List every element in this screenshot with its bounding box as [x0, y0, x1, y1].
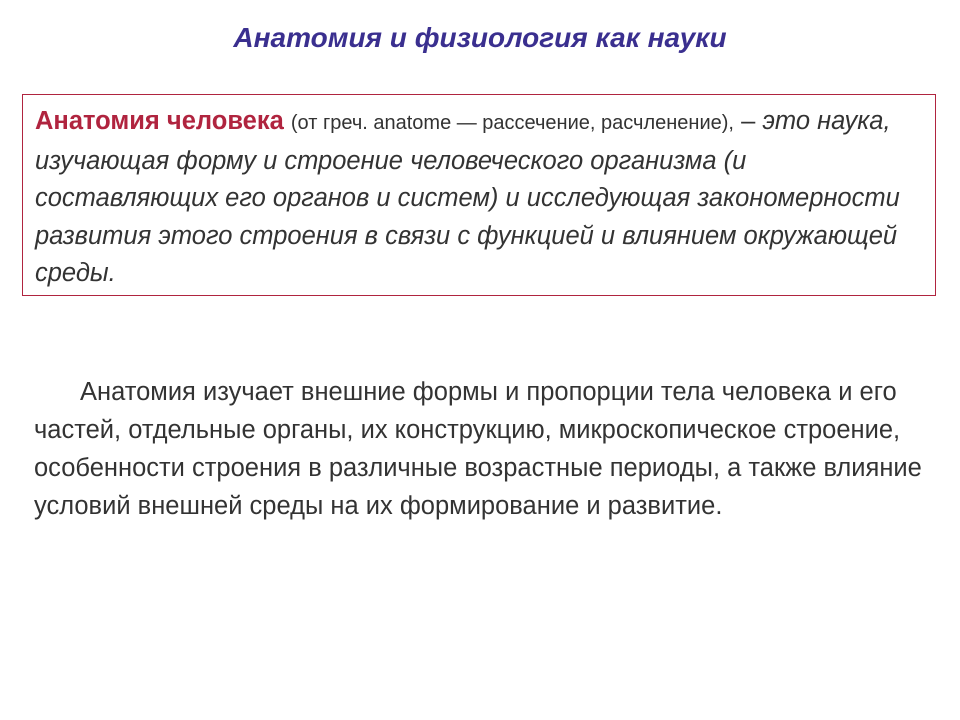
definition-dash: –: [741, 107, 756, 135]
definition-body: это наука, изучающая форму и строение человеческого организма (и составляющих его органов и систем) и исследующая закономерности развития этого строения в связи с функцией и влиянием окружающей среды.: [35, 107, 900, 287]
definition-etymology: (от греч. anatome — рассечение, расчленение),: [290, 112, 734, 134]
definition-box: [22, 94, 936, 296]
description-paragraph: Анатомия изучает внешние формы и пропорции тела человека и его частей, отдельные органы, их конструкцию, микроскопическое строение, особенности строения в различные возрастные периоды, а также влияние условий внешней среды на их формирование и развитие.: [34, 378, 922, 520]
slide-title: Анатомия и физиология как науки: [233, 22, 727, 53]
definition-paragraph: [35, 103, 923, 293]
definition-term: Анатомия человека: [35, 107, 284, 135]
